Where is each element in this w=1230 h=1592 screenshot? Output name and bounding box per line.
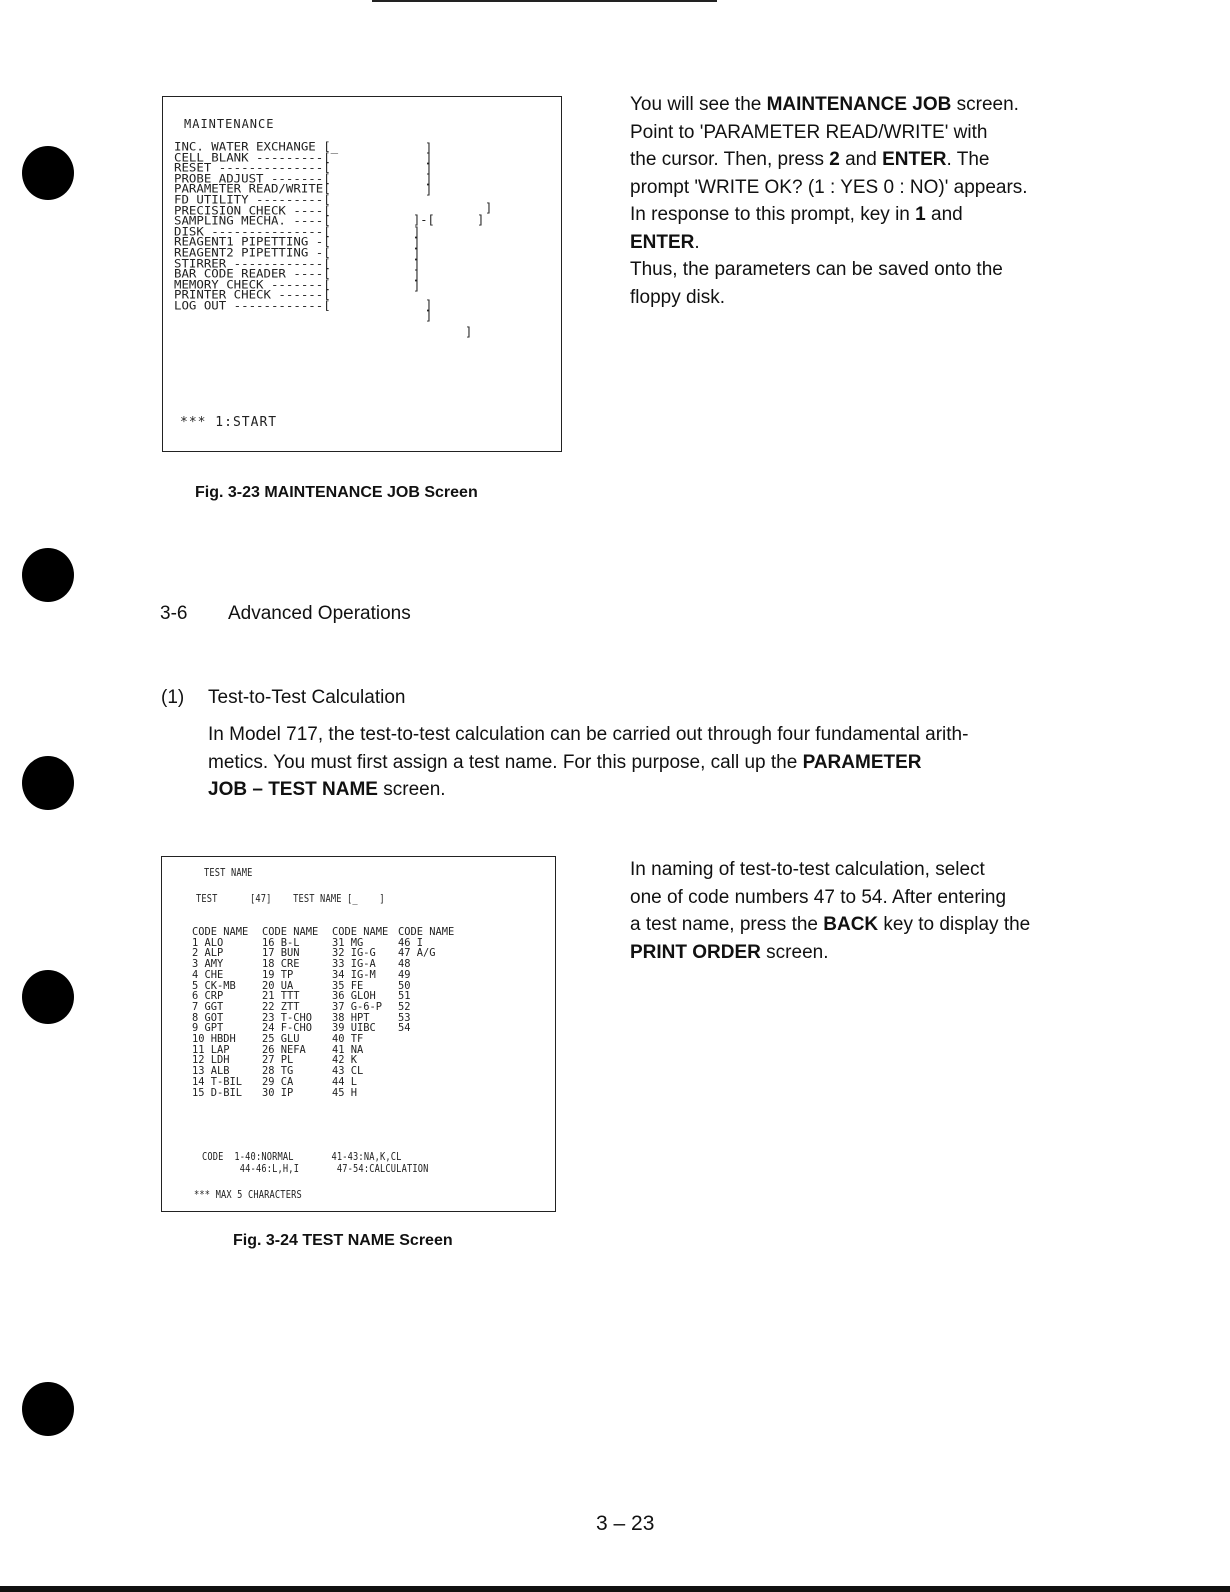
code-cell: 18 CRE xyxy=(262,958,300,971)
code-cell: 20 UA xyxy=(262,979,294,992)
field-bracket: ] xyxy=(425,172,433,186)
code-cell: 17 BUN xyxy=(262,947,300,960)
binder-hole xyxy=(22,146,74,200)
section-number: 3-6 xyxy=(160,603,188,624)
maintenance-menu xyxy=(174,139,339,312)
section-title: Advanced Operations xyxy=(228,603,411,624)
table-row xyxy=(192,1034,468,1045)
test-name-screen xyxy=(161,856,556,1212)
code-cell: 42 K xyxy=(332,1054,358,1067)
field-bracket: ] xyxy=(413,236,421,250)
test-name-input-line[interactable]: TEST [47] TEST NAME [_ ] xyxy=(196,893,385,905)
screen-title: TEST NAME xyxy=(204,867,253,879)
menu-item-bar-code-reader[interactable]: BAR CODE READER ----[ xyxy=(174,266,331,281)
code-cell: 33 IG-A xyxy=(332,958,376,971)
test-name-instructions: In naming of test-to-test calculation, select one of code numbers 47 to 54. After entering a test name, press the BACK key to display the PRINT ORDER screen. xyxy=(630,859,1031,963)
code-cell: 21 TTT xyxy=(262,990,300,1003)
maintenance-screen xyxy=(162,96,562,452)
code-cell: 48 xyxy=(398,958,411,971)
menu-item-reset[interactable]: RESET --------------[ xyxy=(174,160,331,175)
code-cell: 16 B-L xyxy=(262,936,300,949)
code-cell: 31 MG xyxy=(332,936,364,949)
code-cell: 43 CL xyxy=(332,1065,364,1078)
code-cell: 14 T-BIL xyxy=(192,1075,243,1088)
code-cell: 49 xyxy=(398,968,411,981)
code-cell: 12 LDH xyxy=(192,1054,230,1067)
binder-hole xyxy=(22,548,74,602)
code-cell: 50 xyxy=(398,979,411,992)
code-cell: 32 IG-G xyxy=(332,947,376,960)
code-cell: 28 TG xyxy=(262,1065,294,1078)
table-row xyxy=(192,1055,468,1066)
menu-item-sampling-mecha[interactable]: SAMPLING MECHA. ----[ xyxy=(174,213,331,228)
menu-item-memory-check[interactable]: MEMORY CHECK -------[ xyxy=(174,276,331,291)
code-cell xyxy=(398,1077,468,1088)
code-cell: 54 xyxy=(398,1022,411,1035)
code-cell: 46 I xyxy=(398,936,424,949)
screen-title: MAINTENANCE xyxy=(184,117,275,131)
menu-item-printer-check[interactable]: PRINTER CHECK ------[ xyxy=(174,287,331,302)
subsection-title: Test-to-Test Calculation xyxy=(208,687,406,708)
bottom-rule xyxy=(0,1586,1230,1592)
code-cell: 34 IG-M xyxy=(332,968,376,981)
code-cell: 47 A/G xyxy=(398,947,436,960)
code-cell xyxy=(398,1055,468,1066)
code-cell: 1 ALO xyxy=(192,936,224,949)
figure-caption: Fig. 3-23 MAINTENANCE JOB Screen xyxy=(195,484,478,501)
code-cell: 36 GLOH xyxy=(332,990,376,1003)
menu-item-reagent1-pipetting[interactable]: REAGENT1 PIPETTING -[ xyxy=(174,234,331,249)
code-cell: 27 PL xyxy=(262,1054,294,1067)
table-header: CODE NAME CODE NAME CODE NAME CODE NAME xyxy=(192,926,455,938)
code-cell: 23 T-CHO xyxy=(262,1011,313,1024)
field-bracket: ] xyxy=(413,225,421,239)
code-cell: 7 GGT xyxy=(192,1000,224,1013)
page-number: 3 – 23 xyxy=(596,1512,655,1535)
start-prompt: *** 1:START xyxy=(180,415,278,430)
code-cell: 5 CK-MB xyxy=(192,979,236,992)
menu-item-parameter-read-write[interactable]: PARAMETER READ/WRITE[ xyxy=(174,181,331,196)
code-cell: 9 GPT xyxy=(192,1022,224,1035)
field-bracket: ] xyxy=(465,325,473,339)
menu-item-cell-blank[interactable]: CELL BLANK ---------[ xyxy=(174,149,331,164)
code-cell: 10 HBDH xyxy=(192,1033,236,1046)
code-cell xyxy=(398,1088,468,1099)
code-cell xyxy=(398,1066,468,1077)
field-bracket: ] xyxy=(425,151,433,165)
code-cell: 52 xyxy=(398,1000,411,1013)
menu-item-disk[interactable]: DISK ---------------[ xyxy=(174,223,331,238)
table-row xyxy=(192,991,468,1002)
code-cell: 11 LAP xyxy=(192,1043,230,1056)
code-cell: 51 xyxy=(398,990,411,1003)
table-row xyxy=(192,1013,468,1024)
field-bracket: ] xyxy=(425,183,433,197)
code-cell: 37 G-6-P xyxy=(332,1000,383,1013)
menu-item-fd-utility[interactable]: FD UTILITY ---------[ xyxy=(174,192,331,207)
code-cell: 3 AMY xyxy=(192,958,224,971)
code-cell: 38 HPT xyxy=(332,1011,370,1024)
code-cell: 35 FE xyxy=(332,979,364,992)
code-cell: 19 TP xyxy=(262,968,294,981)
code-cell: 53 xyxy=(398,1011,411,1024)
menu-item-precision-check[interactable]: PRECISION CHECK ----[ xyxy=(174,202,331,217)
code-cell: 26 NEFA xyxy=(262,1043,306,1056)
table-row xyxy=(192,1077,468,1088)
field-bracket: ] xyxy=(425,298,433,312)
code-cell: 6 CRP xyxy=(192,990,224,1003)
subsection-number: (1) xyxy=(161,687,185,708)
binder-hole xyxy=(22,970,74,1024)
code-cell xyxy=(398,1045,468,1056)
code-cell xyxy=(398,1034,468,1045)
table-row xyxy=(192,1002,468,1013)
code-cell: 4 CHE xyxy=(192,968,224,981)
menu-item-stirrer[interactable]: STIRRER ------------[ xyxy=(174,255,331,270)
menu-item-log-out[interactable]: LOG OUT ------------[ xyxy=(174,298,331,312)
table-row xyxy=(192,1045,468,1056)
table-row xyxy=(192,948,468,959)
field-bracket: ] xyxy=(413,279,421,293)
code-cell: 2 ALP xyxy=(192,947,224,960)
menu-item-probe-adjust[interactable]: PROBE ADJUST -------[ xyxy=(174,171,331,185)
code-cell: 40 TF xyxy=(332,1033,364,1046)
precision-extra-field: ]-[ xyxy=(413,213,435,227)
field-bracket: ] xyxy=(413,247,421,261)
field-bracket: ] xyxy=(425,141,433,155)
code-cell: 22 ZTT xyxy=(262,1000,300,1013)
code-cell: 45 H xyxy=(332,1086,358,1099)
field-bracket: ] xyxy=(413,258,421,272)
figure-caption: Fig. 3-24 TEST NAME Screen xyxy=(233,1232,453,1249)
table-row xyxy=(192,970,468,981)
subsection-paragraph: In Model 717, the test-to-test calculation can be carried out through four fundamental arith- metics. You must first assign a test name. For this purpose, call up the PARAMETER JOB – TEST NAME screen. xyxy=(208,724,969,800)
code-cell: 30 IP xyxy=(262,1086,294,1099)
maintenance-instructions: You will see the MAINTENANCE JOB screen. Point to 'PARAMETER READ/WRITE' with the cursor. Then, press 2 and ENTER. The prompt 'WRITE OK? (1 : YES 0 : NO)' appears. In response to this prompt, key in 1 and ENTER. Thus, the parameters can be saved onto the floppy disk. xyxy=(630,94,1028,308)
binder-hole xyxy=(22,1382,74,1436)
code-cell: 13 ALB xyxy=(192,1065,230,1078)
code-cell: 25 GLU xyxy=(262,1033,300,1046)
code-cell: 44 L xyxy=(332,1075,358,1088)
code-cell: 41 NA xyxy=(332,1043,364,1056)
binder-hole xyxy=(22,756,74,810)
field-bracket: ] xyxy=(477,213,485,227)
field-bracket: ] xyxy=(425,309,433,323)
max-characters-note: *** MAX 5 CHARACTERS xyxy=(194,1189,302,1201)
code-legend-2: 44-46:L,H,I 47-54:CALCULATION xyxy=(202,1163,429,1175)
menu-item-inc-water-exchange[interactable]: INC. WATER EXCHANGE [_ xyxy=(174,139,339,154)
code-cell: 39 UIBC xyxy=(332,1022,376,1035)
table-row xyxy=(192,1088,468,1099)
code-cell: 15 D-BIL xyxy=(192,1086,243,1099)
table-row xyxy=(192,959,468,970)
code-cell: 24 F-CHO xyxy=(262,1022,313,1035)
code-cell: 29 CA xyxy=(262,1075,294,1088)
top-rule xyxy=(372,0,717,2)
field-bracket: ] xyxy=(425,162,433,176)
field-bracket: ] xyxy=(485,201,493,215)
field-bracket: ] xyxy=(413,268,421,282)
code-legend-1: CODE 1-40:NORMAL 41-43:NA,K,CL xyxy=(202,1151,402,1163)
code-cell: 8 GOT xyxy=(192,1011,224,1024)
menu-item-reagent2-pipetting[interactable]: REAGENT2 PIPETTING -[ xyxy=(174,245,331,259)
table-row xyxy=(192,981,468,992)
test-code-table xyxy=(192,927,468,1098)
